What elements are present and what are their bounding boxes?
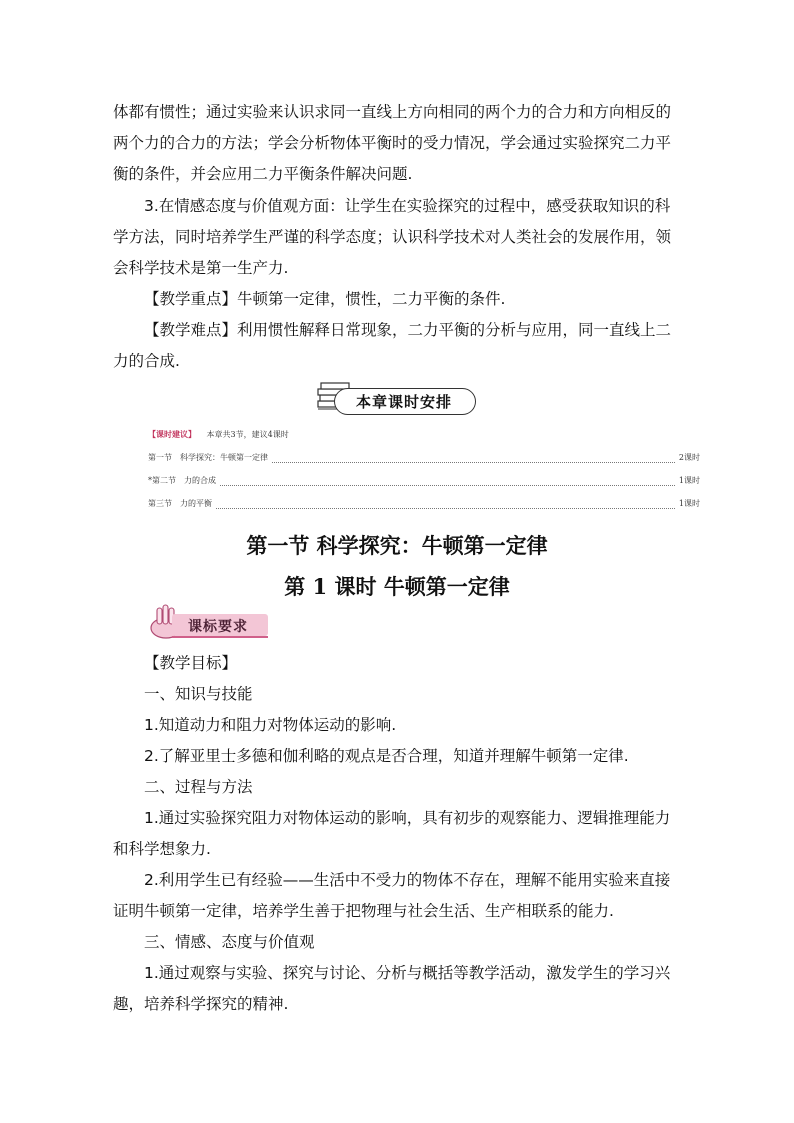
process-heading: 二、过程与方法 (144, 778, 253, 796)
leader-dots (216, 500, 675, 509)
knowledge-item-2: 2.了解亚里士多德和伽利略的观点是否合理，知道并理解牛顿第一定律. (144, 747, 629, 765)
attitude-heading: 三、情感、态度与价值观 (144, 933, 315, 951)
schedule-row-name: 第三节 力的平衡 (148, 499, 212, 508)
key-points: 【教学重点】牛顿第一定律，惯性，二力平衡的条件. (144, 290, 506, 308)
process-item-2: 2.利用学生已有经验——生活中不受力的物体不存在，理解不能用实验来直接证明牛顿第一定律，培养学生善于把物理与社会生活、生产相联系的能力. (113, 871, 671, 920)
curriculum-banner-underline (172, 636, 268, 638)
schedule-row-hours: 1课时 (678, 476, 700, 485)
schedule-banner (316, 381, 478, 417)
leader-dots (220, 477, 675, 486)
attitude-item-1: 1.通过观察与实验、探究与讨论、分析与概括等教学活动，激发学生的学习兴趣，培养科学探究的精神. (113, 964, 671, 1013)
curriculum-banner (144, 604, 272, 640)
schedule-row-name: *第二节 力的合成 (148, 476, 216, 485)
section-title: 第一节 科学探究：牛顿第一定律 (246, 533, 548, 558)
lesson-subtitle: 第 1 课时 牛顿第一定律 (284, 574, 510, 599)
process-item-1: 1.通过实验探究阻力对物体运动的影响，具有初步的观察能力、逻辑推理能力和科学想象力. (113, 809, 671, 858)
intro-paragraph-2: 3.在情感态度与价值观方面：让学生在实验探究的过程中，感受获取知识的科学方法，同时培养学生严谨的科学态度；认识科学技术对人类社会的发展作用，领会科学技术是第一生产力. (113, 197, 672, 277)
schedule-row-hours: 1课时 (678, 499, 700, 508)
knowledge-item-1: 1.知道动力和阻力对物体运动的影响. (144, 716, 397, 734)
schedule-banner-label: 本章课时安排 (356, 393, 453, 411)
schedule-suggestion-text: 本章共3节，建议4课时 (206, 430, 289, 439)
difficult-points: 【教学难点】利用惯性解释日常现象，二力平衡的分析与应用，同一直线上二力的合成. (113, 321, 672, 370)
knowledge-heading: 一、知识与技能 (144, 685, 253, 703)
intro-paragraph-1: 体都有惯性；通过实验来认识求同一直线上方向相同的两个力的合力和方向相反的两个力的合力的方法；学会分析物体平衡时的受力情况，学会通过实验探究二力平衡的条件，并会应用二力平衡条件解决问题. (113, 103, 672, 183)
schedule-row-name: 第一节 科学探究：牛顿第一定律 (148, 453, 268, 462)
objectives-heading: 【教学目标】 (144, 654, 238, 672)
schedule-suggestion (148, 429, 700, 440)
schedule-list (148, 451, 700, 511)
schedule-row (148, 451, 700, 465)
schedule-row (148, 497, 700, 511)
schedule-tag: 【课时建议】 (148, 429, 196, 439)
curriculum-banner-label: 课标要求 (188, 619, 248, 635)
schedule-row (148, 474, 700, 488)
leader-dots (272, 454, 675, 463)
schedule-row-hours: 2课时 (678, 453, 700, 462)
